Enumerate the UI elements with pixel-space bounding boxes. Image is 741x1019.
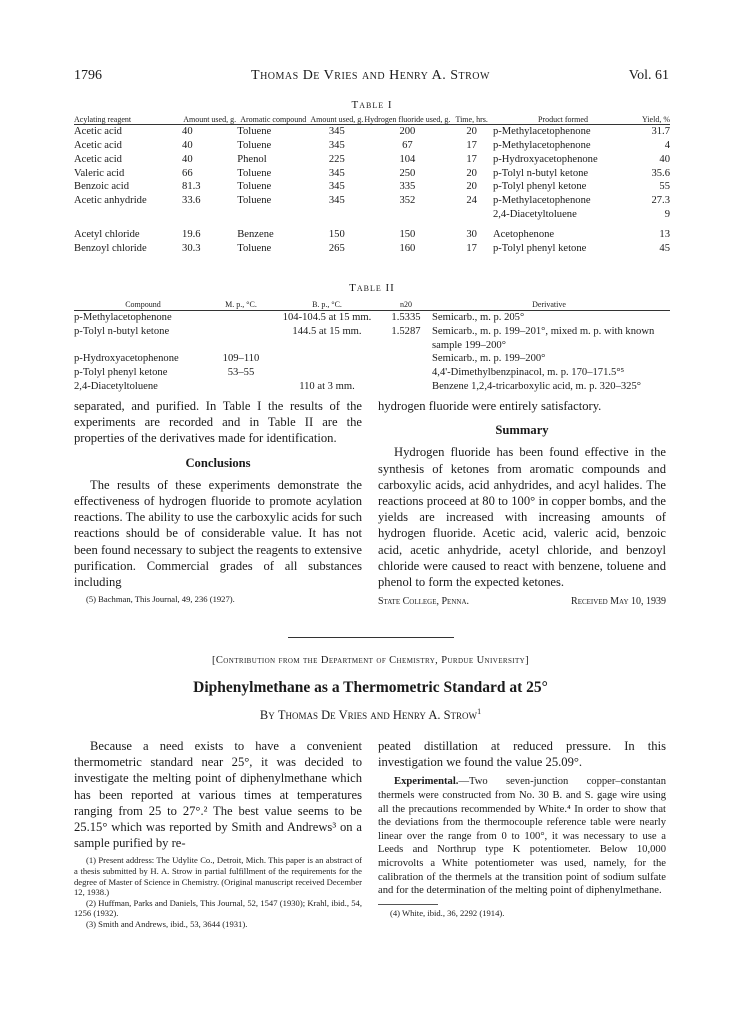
table-cell: Toluene bbox=[237, 242, 272, 254]
table-cell: 40 bbox=[182, 140, 193, 151]
table-row bbox=[74, 380, 670, 394]
table-cell: 345 bbox=[328, 195, 345, 207]
table-cell: Toluene bbox=[237, 126, 272, 138]
table2-caption: Table II bbox=[349, 282, 395, 294]
table-cell: p-Tolyl phenyl ketone bbox=[492, 242, 587, 254]
conclusions-heading: Conclusions bbox=[185, 455, 251, 470]
table-cell: p-Methylacetophenone bbox=[492, 195, 591, 207]
table-cell: 20 bbox=[466, 167, 477, 179]
table-cell bbox=[309, 208, 364, 222]
table-cell: 13 bbox=[659, 228, 670, 240]
table-cell: 30 bbox=[466, 228, 477, 240]
table-cell: Acetic acid bbox=[74, 153, 122, 165]
table-cell bbox=[384, 352, 428, 366]
table-cell: 144.5 at 15 mm. bbox=[292, 325, 362, 337]
table-cell: Toluene bbox=[237, 140, 272, 151]
table-cell: 352 bbox=[399, 195, 416, 207]
table-cell: 345 bbox=[328, 140, 345, 151]
table-cell: 53–55 bbox=[227, 367, 255, 379]
table2-header: Compound bbox=[74, 299, 212, 311]
table-cell: 4,4'-Dimethylbenzpinacol, m. p. 170–171.5°⁵ bbox=[432, 367, 625, 379]
table1-header: Amount used, g. bbox=[310, 115, 364, 124]
table-cell bbox=[384, 366, 428, 380]
table-cell: 104 bbox=[399, 153, 416, 165]
table1-header: Yield, % bbox=[642, 115, 670, 124]
table-cell bbox=[270, 352, 384, 366]
table-cell: 66 bbox=[182, 167, 193, 179]
table-cell: Benzene 1,2,4-tricarboxylic acid, m. p. 320–325° bbox=[432, 380, 641, 392]
table1-caption: Table I bbox=[351, 99, 393, 111]
table-cell: 110 at 3 mm. bbox=[299, 380, 355, 392]
article-title: Diphenylmethane as a Thermometric Standard at 25° bbox=[193, 679, 548, 696]
table-row bbox=[74, 180, 670, 194]
table2-header: n20 bbox=[384, 299, 428, 311]
table-cell: 150 bbox=[399, 228, 416, 240]
table-cell: Valeric acid bbox=[74, 167, 125, 179]
intro-paragraph: Because a need exists to have a convenient thermometric standard near 25°, it was decided to investigate the melting point of diphenylmethane which has been reported at various times at temperatures ranging from 25 to 27°.² The best value seems to be 25.15° which was reported by Smith and Andrews³ on a sample purified by re- bbox=[74, 739, 362, 851]
table-cell: p-Methylacetophenone bbox=[492, 126, 591, 138]
table-row bbox=[74, 352, 670, 366]
table-cell: 109–110 bbox=[222, 353, 260, 365]
table-row bbox=[74, 153, 670, 167]
table1-header: Time, hrs. bbox=[455, 115, 488, 124]
table-cell: 33.6 bbox=[182, 195, 201, 207]
table-cell: Benzoyl chloride bbox=[74, 242, 147, 254]
experimental-paragraph bbox=[378, 775, 666, 897]
table1-header: Acylating reagent bbox=[74, 115, 132, 124]
table-cell: 1.5287 bbox=[391, 325, 421, 337]
table-cell: 345 bbox=[328, 181, 345, 193]
lower-right-column bbox=[378, 738, 666, 918]
footnote-3: (3) Smith and Andrews, ibid., 53, 3644 (1931). bbox=[86, 918, 248, 929]
footnote-rule bbox=[378, 904, 438, 905]
table-cell: Semicarb., m. p. 205° bbox=[432, 312, 525, 323]
table-cell: p-Hydroxyacetophenone bbox=[74, 353, 179, 365]
table-cell: Toluene bbox=[237, 167, 272, 179]
table2-header: Derivative bbox=[428, 299, 670, 311]
table-cell bbox=[74, 208, 182, 222]
table2-header: M. p., °C. bbox=[212, 299, 270, 311]
table-cell: Semicarb., m. p. 199–200° bbox=[432, 353, 546, 365]
conclusions-paragraph: The results of these experiments demonstrate the effectiveness of hydrogen fluoride to promote acylation reactions. The ability to use the carboxylic acids for such reactions should be of considerable value. It has not been found necessary to subject the reagents to extensive purification. Commercial grades of all substances including bbox=[74, 477, 362, 590]
table-row bbox=[74, 311, 670, 325]
footnote-4: (4) White, ibid., 36, 2292 (1914). bbox=[390, 907, 505, 918]
table-cell: 24 bbox=[466, 195, 477, 207]
footnote-2: (2) Huffman, Parks and Daniels, This Journal, 52, 1547 (1930); Krahl, ibid., 54, 1256 (1932). bbox=[74, 897, 362, 919]
table-cell bbox=[182, 208, 237, 222]
table-cell: Acetyl chloride bbox=[74, 228, 140, 240]
table-cell: Benzene bbox=[237, 228, 274, 240]
table-cell: 19.6 bbox=[182, 228, 201, 240]
table-cell: 335 bbox=[399, 181, 416, 193]
table-cell: 1.5335 bbox=[391, 312, 421, 323]
table-cell: 40 bbox=[182, 126, 193, 138]
results-paragraph: separated, and purified. In Table I the results of the experiments are recorded and in Table II are the properties of the derivatives made for identification. bbox=[74, 399, 362, 446]
table1-header: Hydrogen fluoride used, g. bbox=[364, 115, 451, 124]
page-number: 1796 bbox=[74, 68, 102, 83]
table-cell: 17 bbox=[466, 140, 477, 151]
table-cell: p-Tolyl n-butyl ketone bbox=[74, 325, 170, 337]
byline bbox=[0, 707, 741, 723]
table-cell: 20 bbox=[466, 126, 477, 138]
table-row bbox=[74, 125, 670, 139]
table-row bbox=[74, 139, 670, 153]
table-cell bbox=[212, 325, 270, 353]
table-cell bbox=[270, 366, 384, 380]
contribution-line: [Contribution from the Department of Chemistry, Purdue University] bbox=[211, 655, 529, 666]
table-row bbox=[74, 366, 670, 380]
summary-paragraph: Hydrogen fluoride has been found effective in the synthesis of ketones from aromatic compounds and carboxylic acids, acid anhydrides, and acyl halides. The reactions proceed at 80 to 100° in copper bombs, and the yields are increased with increasing amounts of hydrogen fluoride. Acetic acid, valeric acid, benzoic acid, acetic anhydride, acetyl chloride, and benzoyl chloride were caused to react with benzene, toluene and phenol to form the expected ketones. bbox=[378, 445, 666, 590]
footnote-1: (1) Present address: The Udylite Co., Detroit, Mich. This paper is an abstract of a thesis submitted by H. A. Strow in partial fulfillment of the requirements for the degree of Master of Science in Chemistry. (Original manuscript received December 12, 1938.) bbox=[74, 855, 362, 898]
table-cell: 45 bbox=[659, 242, 670, 254]
table-cell: 35.6 bbox=[651, 167, 670, 179]
table-cell: 2,4-Diacetyltoluene bbox=[74, 380, 158, 392]
table-cell: 265 bbox=[328, 242, 345, 254]
lower-left-column bbox=[74, 738, 362, 930]
table1-header: Aromatic compound bbox=[240, 115, 307, 124]
table-cell: p-Tolyl n-butyl ketone bbox=[492, 167, 589, 179]
byline-by: By bbox=[259, 708, 275, 723]
table-cell: Semicarb., m. p. 199–201°, mixed m. p. with known sample 199–200° bbox=[432, 325, 655, 351]
table-row bbox=[74, 208, 670, 222]
summary-heading: Summary bbox=[495, 423, 549, 438]
summary-lead-paragraph: hydrogen fluoride were entirely satisfactory. bbox=[378, 399, 602, 413]
table-cell: 81.3 bbox=[182, 181, 201, 193]
table-cell: 225 bbox=[328, 153, 345, 165]
table-cell: 200 bbox=[399, 126, 416, 138]
byline-authors: Thomas De Vries and Henry A. Strow bbox=[277, 708, 478, 723]
table-cell: 4 bbox=[664, 140, 670, 151]
table-cell: p-Hydroxyacetophenone bbox=[492, 153, 598, 165]
table-cell: 250 bbox=[399, 167, 416, 179]
table-cell bbox=[212, 311, 270, 325]
table-row bbox=[74, 194, 670, 208]
running-title: Thomas De Vries and Henry A. Strow bbox=[251, 68, 490, 83]
upper-right-column bbox=[378, 398, 666, 610]
table-cell bbox=[364, 208, 450, 222]
table-cell: 40 bbox=[659, 153, 670, 165]
table-cell: Acetophenone bbox=[492, 228, 555, 240]
table1-header: Product formed bbox=[537, 115, 588, 124]
table-cell: Benzoic acid bbox=[74, 181, 130, 193]
table-cell: Toluene bbox=[237, 195, 272, 207]
table-cell: p-Methylacetophenone bbox=[74, 312, 172, 323]
table-cell: p-Tolyl phenyl ketone bbox=[492, 181, 587, 193]
table-cell: Toluene bbox=[237, 181, 272, 193]
table-cell bbox=[450, 208, 493, 222]
table-cell bbox=[237, 208, 309, 222]
table-cell: 104-104.5 at 15 mm. bbox=[282, 312, 372, 323]
table-cell: 345 bbox=[328, 167, 345, 179]
volume-label: Vol. 61 bbox=[628, 68, 669, 83]
table-cell: Acetic acid bbox=[74, 140, 122, 151]
table1 bbox=[74, 116, 670, 256]
table-cell: p-Tolyl phenyl ketone bbox=[74, 367, 168, 379]
table-row bbox=[74, 222, 670, 242]
location-line: State College, Penna. bbox=[378, 596, 469, 608]
table-cell: 9 bbox=[664, 208, 670, 220]
section-divider bbox=[288, 637, 454, 638]
table-cell bbox=[212, 380, 270, 394]
byline-footnote-mark: 1 bbox=[477, 707, 482, 716]
table-cell: 17 bbox=[466, 153, 477, 165]
table-cell: 31.7 bbox=[651, 126, 670, 138]
table-row bbox=[74, 242, 670, 256]
experimental-text: —Two seven-junction copper–constantan thermels were constructed from No. 30 B. and S. gage wire using all the precautions recommended by White.⁴ In order to show that the deviations from the thermocouple reference table were nearly linear over the range from 0 to 100°, it was necessary to use a Leeds and Northrup type K potentiometer. Below 10,000 microvolts a White potentiometer was used, namely, for the calibration of the thermels at the transition point of sodium sulfate and for the determination of the melting point of diphenylmethane. bbox=[378, 776, 666, 897]
table2 bbox=[74, 299, 670, 394]
footnote-5: (5) Bachman, This Journal, 49, 236 (1927). bbox=[86, 594, 235, 605]
table-cell: 160 bbox=[399, 242, 416, 254]
table-cell: 17 bbox=[466, 242, 477, 254]
table1-header: Amount used, g. bbox=[183, 115, 237, 124]
table-cell: p-Methylacetophenone bbox=[492, 140, 591, 151]
table-row bbox=[74, 167, 670, 181]
table-cell: 67 bbox=[402, 140, 413, 151]
table-cell: 27.3 bbox=[651, 195, 670, 207]
table-row bbox=[74, 325, 670, 353]
table-cell: Acetic acid bbox=[74, 126, 122, 138]
table2-header: B. p., °C. bbox=[270, 299, 384, 311]
continuation-paragraph: peated distillation at reduced pressure. In this investigation we found the value 25.09°. bbox=[378, 739, 666, 770]
table-cell: 40 bbox=[182, 153, 193, 165]
upper-left-column bbox=[74, 398, 362, 605]
table-cell: 30.3 bbox=[182, 242, 201, 254]
table-cell: 55 bbox=[659, 181, 670, 193]
experimental-label: Experimental. bbox=[394, 776, 459, 788]
table-cell bbox=[384, 380, 428, 394]
received-date: Received May 10, 1939 bbox=[571, 596, 666, 608]
table-cell: 345 bbox=[328, 126, 345, 138]
table-cell: Acetic anhydride bbox=[74, 195, 147, 207]
table-cell: 20 bbox=[466, 181, 477, 193]
table-cell: Phenol bbox=[237, 153, 267, 165]
table-cell: 150 bbox=[328, 228, 345, 240]
table-cell: 2,4-Diacetyltoluene bbox=[492, 208, 577, 220]
